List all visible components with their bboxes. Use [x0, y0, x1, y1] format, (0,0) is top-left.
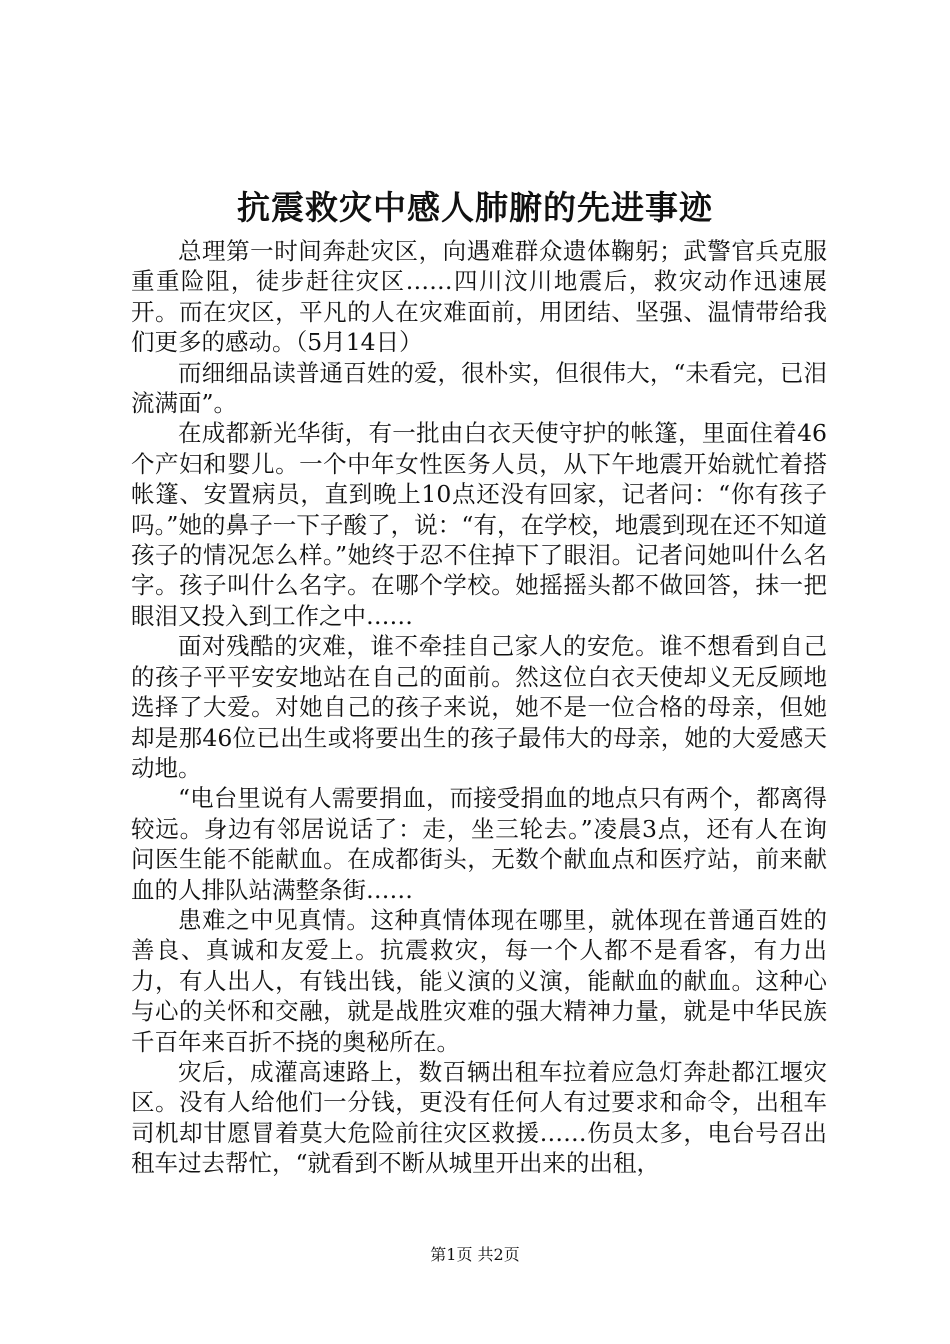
document-title: 抗震救灾中感人肺腑的先进事迹 [237, 188, 713, 227]
paragraph: 在成都新光华街，有一批由白衣天使守护的帐篷，里面住着46个产妇和婴儿。一个中年女性医务人员，从下午地震开始就忙着搭帐篷、安置病员，直到晚上10点还没有回家，记者问：“你有孩子吗。”她的鼻子一下子酸了，说：“有，在学校，地震到现在还不知道孩子的情况怎么样。”她终于忍不住掉下了眼泪。记者问她叫什么名字。孩子叫什么名字。在哪个学校。她摇摇头都不做回答，抹一把眼泪又投入到工作之中…… [131, 419, 827, 630]
paragraph: 患难之中见真情。这种真情体现在哪里，就体现在普通百姓的善良、真诚和友爱上。抗震救灾，每一个人都不是看客，有力出力，有人出人，有钱出钱，能义演的义演，能献血的献血。这种心与心的关怀和交融，就是战胜灾难的强大精神力量，就是中华民族千百年来百折不挠的奥秘所在。 [131, 905, 827, 1056]
paragraph: 面对残酷的灾难，谁不牵挂自己家人的安危。谁不想看到自己的孩子平平安安地站在自己的面前。然这位白衣天使却义无反顾地选择了大爱。对她自己的孩子来说，她不是一位合格的母亲，但她却是那46位已出生或将要出生的孩子最伟大的母亲，她的大爱感天动地。 [131, 632, 827, 782]
paragraph: 而细细品读普通百姓的爱，很朴实，但很伟大，“未看完，已泪流满面”。 [131, 358, 827, 418]
document-body [131, 236, 827, 1179]
paragraph: 灾后，成灌高速路上，数百辆出租车拉着应急灯奔赴都江堰灾区。没有人给他们一分钱，更没有任何人有过要求和命令，出租车司机却甘愿冒着莫大危险前往灾区救援……伤员太多，电台号召出租车过去帮忙，“就看到不断从城里开出来的出租， [131, 1057, 827, 1178]
page-footer: 第1页 共2页 [430, 1245, 520, 1264]
paragraph: “电台里说有人需要捐血，而接受捐血的地点只有两个，都离得较远。身边有邻居说话了：走，坐三轮去。”凌晨3点，还有人在询问医生能不能献血。在成都街头，无数个献血点和医疗站，前来献血的人排队站满整条街…… [131, 784, 827, 904]
paragraph: 总理第一时间奔赴灾区，向遇难群众遗体鞠躬；武警官兵克服重重险阻，徒步赶往灾区……四川汶川地震后，救灾动作迅速展开。而在灾区，平凡的人在灾难面前，用团结、坚强、温情带给我们更多的感动。（5月14日） [131, 237, 827, 357]
